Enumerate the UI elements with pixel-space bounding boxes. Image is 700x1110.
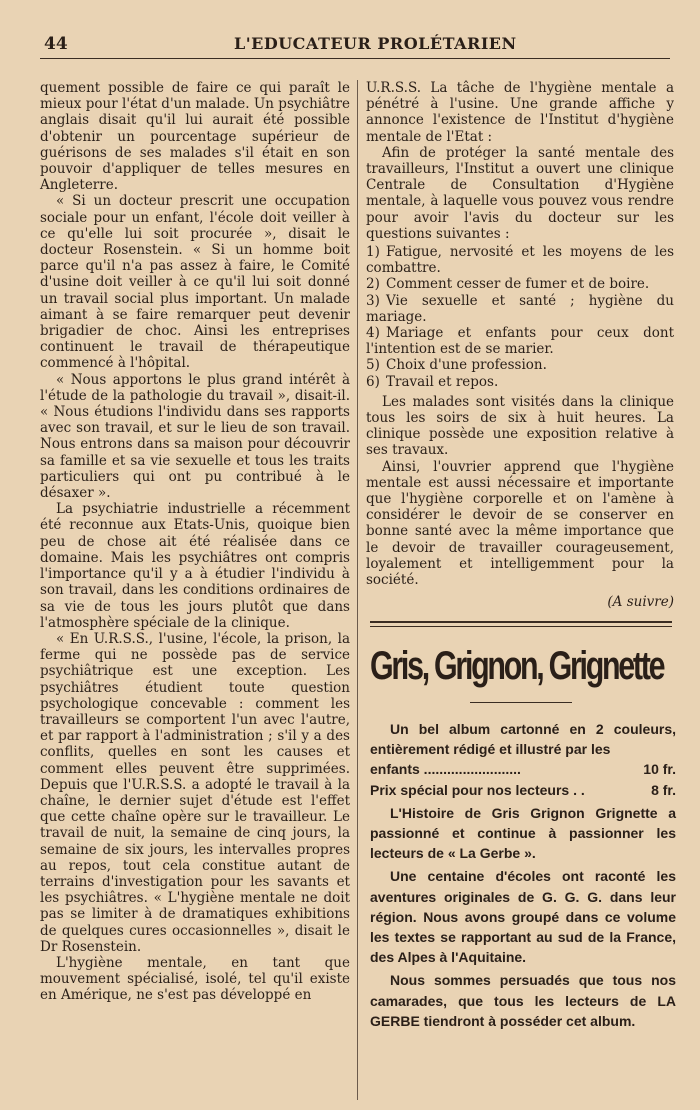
paragraph: Les malades sont visités dans la clinique tous les soirs de six à huit heures. La clinique possède une exposition relative à ses travaux. bbox=[366, 393, 674, 459]
page-number: 44 bbox=[44, 34, 68, 54]
price-label: enfants ......................... bbox=[370, 761, 521, 778]
paragraph: Afin de protéger la santé mentale des travailleurs, l'Institut a ouvert une clinique Centrale de Consultation d'Hygiène mentale, à laquelle vous pouvez vous rendre pour avoir l'avis du docteur sur les questions suivantes : bbox=[366, 144, 674, 242]
paragraph: « Nous apportons le plus grand intérêt à l'étude de la pathologie du travail », disait-il. « Nous étudions l'individu dans ses rapports avec son travail, et sur le lieu de son travail. Nous entrons dans sa maison pour découvrir sa famille et sa vie sexuelle et tous les traits particuliers qui ont pu contribué à le désaxer ». bbox=[40, 371, 350, 502]
paragraph: quement possible de faire ce qui paraît le mieux pour l'état d'un malade. Un psychiâtre anglais disait qu'il lui aurait été possible d'obtenir un pourcentage supérieur de guérisons de ses malades s'il était en son pouvoir d'appliquer de telles mesures en Angleterre. bbox=[40, 80, 350, 194]
header-rule bbox=[40, 58, 670, 59]
list-number: 5) bbox=[366, 357, 380, 374]
ad-line: Un bel album cartonné en 2 couleurs, entièrement rédigé et illustré par les bbox=[370, 721, 676, 758]
list-text: Travail et repos. bbox=[386, 373, 499, 390]
price-value: 10 fr. bbox=[643, 761, 676, 778]
list-item bbox=[366, 374, 674, 390]
list-text: Mariage et enfants pour ceux dont l'intention est de se marier. bbox=[366, 325, 674, 358]
paragraph: L'hygiène mentale, en tant que mouvement spécialisé, isolé, tel qu'il existe en Amérique, ne s'est pas développé en bbox=[40, 954, 350, 1004]
price-row bbox=[370, 780, 676, 800]
ad-top-rule bbox=[370, 621, 672, 623]
list-item bbox=[366, 325, 674, 357]
ad-paragraph: Une centaine d'écoles ont raconté les aventures originales de G. G. G. dans leur région. Nous avons groupé dans ce volume les textes se rapportant au sud de la France, des Alpes à l'Aquitaine. bbox=[370, 868, 676, 966]
list-text: Choix d'une profession. bbox=[386, 357, 547, 374]
price-label: Prix spécial pour nos lecteurs . . bbox=[370, 781, 585, 798]
list-item bbox=[366, 293, 674, 325]
list-text: Vie sexuelle et santé ; hygiène du mariage. bbox=[366, 292, 674, 325]
ad-paragraph: Nous sommes persuadés que tous nos camarades, que tous les lecteurs de LA GERBE tiendront à posséder cet album. bbox=[370, 972, 676, 1029]
ad-paragraph: L'Histoire de Gris Grignon Grignette a passionné et continue à passionner les lecteurs de « La Gerbe ». bbox=[370, 804, 676, 862]
list-text: Fatigue, nervosité et les moyens de les combattre. bbox=[366, 244, 674, 277]
ad-title-underline bbox=[470, 702, 572, 703]
list-number: 1) bbox=[366, 244, 380, 261]
price-value: 8 fr. bbox=[651, 781, 676, 798]
column-divider bbox=[357, 80, 358, 1100]
list-text: Comment cesser de fumer et de boire. bbox=[386, 276, 650, 293]
paragraph: La psychiatrie industrielle a récemment été reconnue aux Etats-Unis, quoique bien peu de chose ait été réalisée dans ce domaine. Mais les psychiâtres ont compris l'importance qu'il y a à étudier l'individu à son travail, dans les conditions ordinaires de sa vie de tous les jours plutôt que dans l'atmosphère spéciale de la clinique. bbox=[40, 501, 350, 631]
list-number: 3) bbox=[366, 292, 380, 309]
list-item bbox=[366, 357, 674, 373]
ad-top-rule-thin bbox=[370, 626, 672, 627]
right-column bbox=[366, 80, 674, 611]
paragraph: U.R.S.S. La tâche de l'hygiène mentale a pénétré à l'usine. Une grande affiche y annonce l'existence de l'Institut d'hygiène mentale de l'Etat : bbox=[366, 80, 674, 145]
price-row bbox=[370, 759, 676, 779]
journal-title: L'EDUCATEUR PROLÉTARIEN bbox=[234, 34, 517, 53]
list-item bbox=[366, 244, 674, 276]
to-be-continued: (A suivre) bbox=[607, 594, 674, 611]
ad-body bbox=[370, 716, 676, 1031]
list-number: 4) bbox=[366, 325, 380, 342]
list-number: 2) bbox=[366, 276, 380, 293]
list-item bbox=[366, 276, 674, 292]
paragraph: « En U.R.S.S., l'usine, l'école, la prison, la ferme qui ne possède pas de service psychiâtrique est une exception. Les psychiâtres étudient toute question psychologique concevable : comment les travailleurs se comportent l'un avec l'autre, et par rapport à l'administration ; s'il y a des conflits, quelles en sont les causes et comment elles peuvent être supprimées. Depuis que l'U.R.S.S. a adopté le travail à la chaîne, le dernier sujet d'étude est l'effet que cette chaîne opère sur le travailleur. Le travail de nuit, la semaine de cinq jours, la semaine de six jours, les intervalles propres au repos, tout cela constitue autant de terrains d'investigation pour les savants et les psychiâtres. « L'hygiène mentale ne doit pas se limiter à de dramatiques exhibitions de quelques cures occasionnelles », disait le Dr Rosenstein. bbox=[40, 630, 350, 955]
paragraph: « Si un docteur prescrit une occupation sociale pour un enfant, l'école doit veiller à ce qu'elle lui soit procurée », disait le docteur Rosenstein. « Si un homme boit parce qu'il n'a pas assez à faire, le Comité d'usine doit veiller à ce qu'il lui soit donné un travail social plus important. Un malade aimant à se faire remarquer peut devenir brigadier de choc. Ainsi les entreprises continuent le travail de thérapeutique commencé à l'hôpital. bbox=[40, 193, 350, 372]
left-column bbox=[40, 80, 350, 1004]
paragraph: Ainsi, l'ouvrier apprend que l'hygiène mentale est aussi nécessaire et importante que l'hygiène corporelle et on l'amène à considérer le devoir de se conserver en bonne santé avec la même importance que le devoir de travailler courageusement, loyalement et intelligemment pour la société. bbox=[366, 458, 674, 589]
ad-title: Gris, Grignon, Grignette bbox=[370, 644, 664, 688]
list-number: 6) bbox=[366, 373, 380, 390]
question-list bbox=[366, 244, 674, 390]
